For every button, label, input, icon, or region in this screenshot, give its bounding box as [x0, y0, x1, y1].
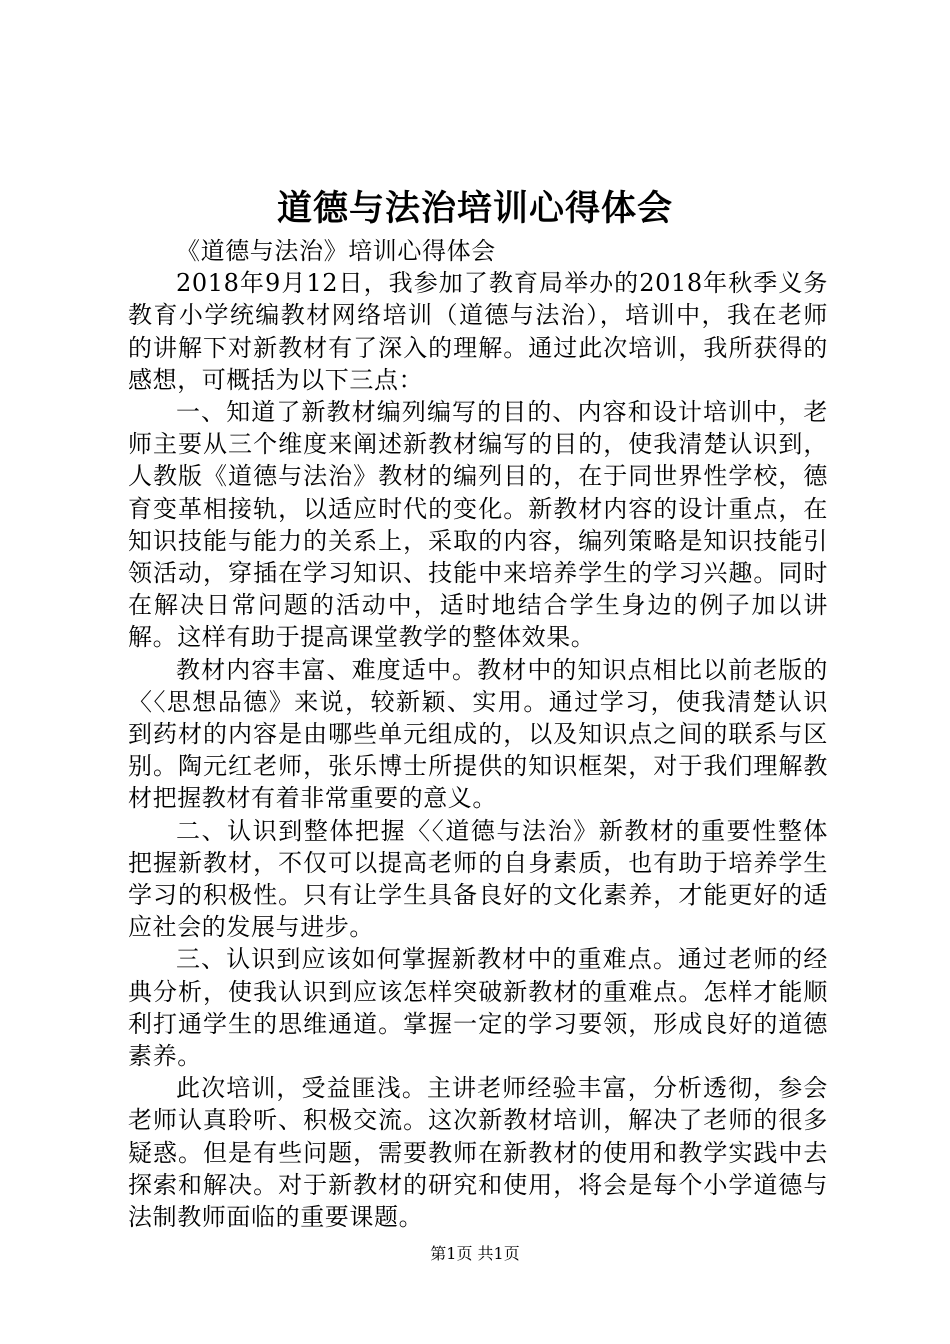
- paragraph-subtitle: 《道德与法治》培训心得体会: [176, 237, 496, 265]
- paragraph-intro: 2018年9月12日，我参加了教育局举办的2018年秋季义务教育小学统编教材网络培训（道德与法治），培训中，我在老师的讲解下对新教材有了深入的理解。通过此次培训，我所获得的感想，可概括为以下三点：: [128, 269, 828, 394]
- document-title: 道德与法治培训心得体会: [276, 188, 673, 229]
- page-number-footer: 第1页 共1页: [430, 1244, 520, 1263]
- paragraph-point-two: 二、认识到整体把握〈〈道德与法治》新教材的重要性整体把握新教材，不仅可以提高老师的自身素质，也有助于培养学生学习的积极性。只有让学生具备良好的文化素养，才能更好的适应社会的发展与进步。: [128, 816, 828, 942]
- document-body: [128, 235, 828, 1233]
- paragraph-point-one: 一、知道了新教材编列编写的目的、内容和设计培训中，老师主要从三个维度来阐述新教材编写的目的，使我清楚认识到，人教版《道德与法治》教材的编列目的，在于同世界性学校，德育变革相接轨，以适应时代的变化。新教材内容的设计重点，在知识技能与能力的关系上，采取的内容，编列策略是知识技能引领活动，穿插在学习知识、技能中来培养学生的学习兴趣。同时在解决日常问题的活动中，适时地结合学生身边的例子加以讲解。这样有助于提高课堂教学的整体效果。: [128, 398, 828, 652]
- paragraph-point-three: 三、认识到应该如何掌握新教材中的重难点。通过老师的经典分析，使我认识到应该怎样突破新教材的重难点。怎样才能顺利打通学生的思维通道。掌握一定的学习要领，形成良好的道德素养。: [128, 945, 828, 1071]
- paragraph-textbook-content: 教材内容丰富、难度适中。教材中的知识点相比以前老版的〈〈思想品德》来说，较新颖、实用。通过学习，使我清楚认识到药材的内容是由哪些单元组成的，以及知识点之间的联系与区别。陶元红老师，张乐博士所提供的知识框架，对于我们理解教材把握教材有着非常重要的意义。: [128, 655, 828, 813]
- paragraph-conclusion: 此次培训，受益匪浅。主讲老师经验丰富，分析透彻，参会老师认真聆听、积极交流。这次新教材培训，解决了老师的很多疑惑。但是有些问题，需要教师在新教材的使用和教学实践中去探索和解决。对于新教材的研究和使用，将会是每个小学道德与法制教师面临的重要课题。: [128, 1074, 828, 1232]
